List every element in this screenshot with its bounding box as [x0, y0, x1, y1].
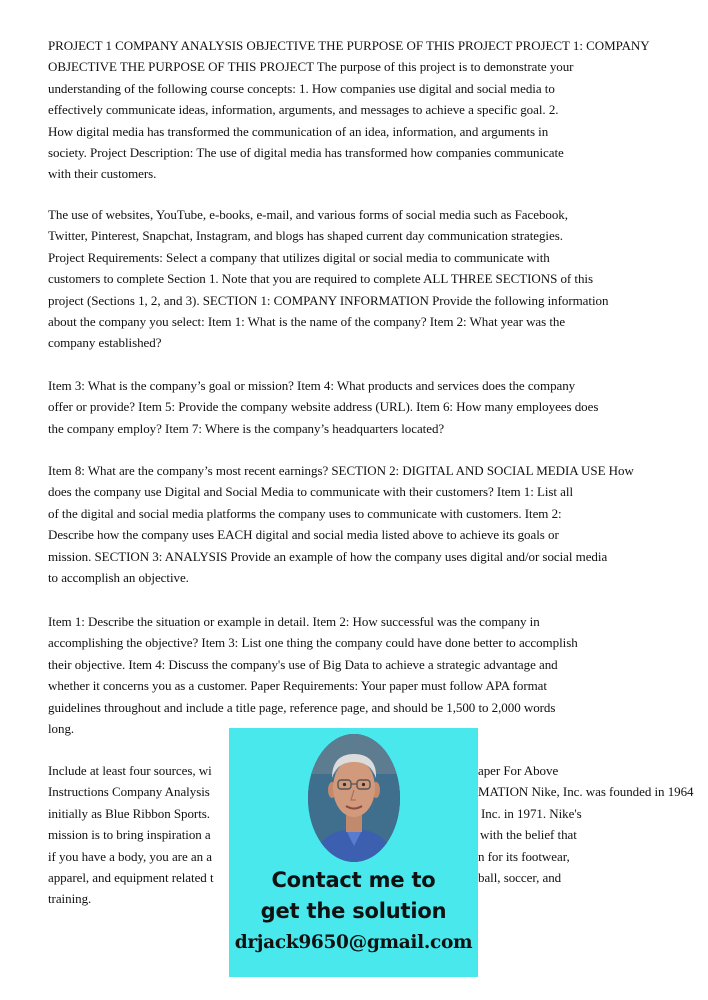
contact-email-link[interactable]: drjack9650@gmail.com	[234, 932, 473, 953]
text-line: their objective. Item 4: Discuss the company's use of Big Data to achieve a strategic advantage and	[48, 656, 558, 672]
text-line: Twitter, Pinterest, Snapchat, Instagram, and blogs has shaped current day communication strategies.	[48, 228, 563, 244]
text-line: with the belief that	[480, 827, 577, 843]
text-line: Describe how the company uses EACH digital and social media listed above to achieve its goals or	[48, 527, 559, 543]
ad-headline-line-2: get the solution	[260, 899, 447, 923]
paragraph-3	[48, 375, 598, 439]
text-line: Instructions Company Analysis	[48, 784, 210, 800]
text-line: training.	[48, 891, 92, 907]
text-line: Inc. in 1971. Nike's	[481, 805, 582, 821]
text-line: offer or provide? Item 5: Provide the company website address (URL). Item 6: How many employees does	[48, 399, 599, 415]
text-line: whether it concerns you as a customer. Paper Requirements: Your paper must follow APA format	[48, 678, 547, 694]
text-line: company established?	[48, 335, 162, 351]
text-line: with their customers.	[48, 166, 157, 182]
text-line: MATION Nike, Inc. was founded in 1964	[478, 784, 694, 800]
text-line: society. Project Description: The use of digital media has transformed how companies communicate	[48, 145, 564, 161]
text-line: mission is to bring inspiration a	[48, 827, 211, 843]
text-line: Item 1: Describe the situation or example in detail. Item 2: How successful was the company in	[48, 614, 540, 629]
text-line: PROJECT 1 COMPANY ANALYSIS OBJECTIVE THE PURPOSE OF THIS PROJECT PROJECT 1: COMPANY	[48, 38, 650, 53]
text-line: project (Sections 1, 2, and 3). SECTION 1: COMPANY INFORMATION Provide the following information	[48, 292, 609, 308]
text-line: Item 8: What are the company’s most recent earnings? SECTION 2: DIGITAL AND SOCIAL MEDIA USE How	[48, 463, 634, 478]
text-line: Project Requirements: Select a company that utilizes digital or social media to communicate with	[48, 249, 550, 265]
text-line: if you have a body, you are an a	[48, 848, 212, 864]
text-line: Item 3: What is the company’s goal or mission? Item 4: What products and services does the company	[48, 378, 576, 393]
contact-ad-banner[interactable]	[229, 728, 478, 977]
text-line: aper For Above	[478, 763, 559, 778]
text-line: OBJECTIVE THE PURPOSE OF THIS PROJECT The purpose of this project is to demonstrate your	[48, 59, 574, 75]
paragraph-2	[48, 204, 608, 354]
text-line: Include at least four sources, wi	[48, 763, 212, 778]
text-line: mission. SECTION 3: ANALYSIS Provide an example of how the company uses digital and/or social media	[48, 548, 608, 564]
paragraph-6-right	[478, 760, 694, 888]
avatar	[308, 734, 400, 862]
text-line: about the company you select: Item 1: What is the name of the company? Item 2: What year was the	[48, 314, 566, 330]
text-line: understanding of the following course concepts: 1. How companies use digital and social media to	[48, 80, 555, 96]
text-line: accomplishing the objective? Item 3: List one thing the company could have done better to accomplish	[48, 635, 578, 651]
text-line: to accomplish an objective.	[48, 570, 189, 586]
text-line: The use of websites, YouTube, e-books, e-mail, and various forms of social media such as Facebook,	[48, 207, 568, 222]
text-line: n for its footwear,	[478, 848, 570, 864]
text-line: ball, soccer, and	[478, 870, 562, 886]
paragraph-4	[48, 460, 634, 588]
text-line: guidelines throughout and include a title page, reference page, and should be 1,500 to 2,000 words	[48, 699, 556, 715]
paragraph-5	[48, 611, 578, 739]
text-line: customers to complete Section 1. Note that you are required to complete ALL THREE SECTIONS of this	[48, 271, 593, 287]
text-line: initially as Blue Ribbon Sports.	[48, 805, 210, 821]
text-line: does the company use Digital and Social Media to communicate with their customers? Item 1: List all	[48, 484, 574, 500]
text-line: apparel, and equipment related t	[48, 870, 214, 886]
text-line: long.	[48, 721, 75, 737]
ad-headline-line-1: Contact me to	[271, 868, 436, 892]
text-line: of the digital and social media platforms the company uses to communicate with customers. Item 2:	[48, 505, 562, 521]
paragraph-1	[48, 35, 650, 185]
text-line: How digital media has transformed the communication of an idea, information, and arguments in	[48, 123, 549, 139]
text-line: the company employ? Item 7: Where is the company’s headquarters located?	[48, 420, 445, 436]
text-line: effectively communicate ideas, information, arguments, and messages to achieve a specific goal. 2.	[48, 102, 559, 118]
paragraph-6	[48, 760, 214, 910]
